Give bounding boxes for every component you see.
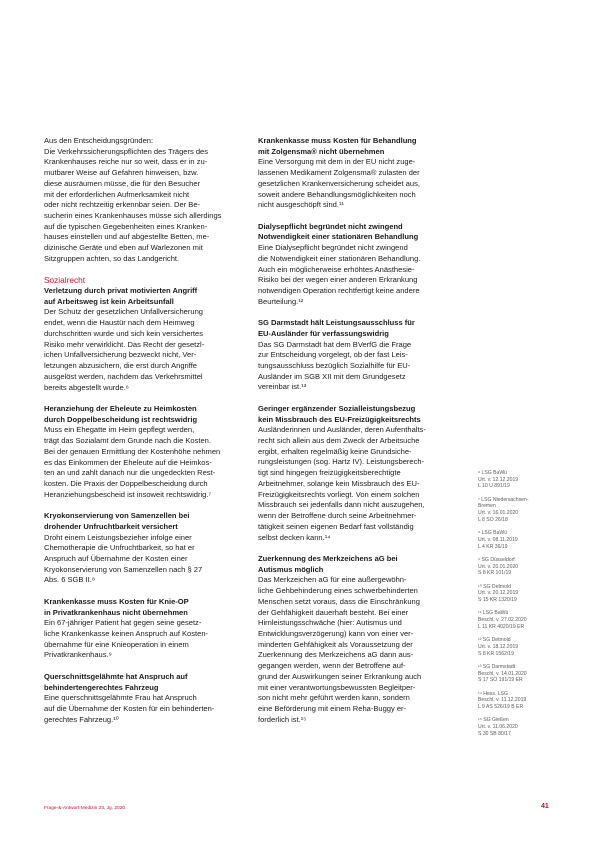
- body-text-line: nicht ausgeschöpft sind.¹¹: [258, 200, 344, 210]
- body-text-line: diese ausräumen müsse, die für den Besucher: [44, 178, 201, 188]
- body-text-line: trägt das Sozialamt dem Grunde nach die Kosten.: [44, 436, 211, 446]
- body-text-line: wenn der Betroffene durch seine Arbeitnehmer-: [258, 511, 417, 521]
- body-text-line: Die Verkehrssicherungspflichten des Trägers des: [44, 146, 209, 156]
- article: [44, 597, 240, 661]
- article-heading-line: Kryokonservierung von Samenzellen bei: [44, 511, 190, 521]
- body-text-line: selbst decken kann.¹⁴: [258, 532, 331, 542]
- sidenote-line: ¹⁴ Hess. LSG: [478, 690, 508, 697]
- body-text-line: zur Entscheidung vorgelegt, ob der fast Leis-: [258, 350, 408, 360]
- sidenote-line: Beschl. v. 11.12.2019: [478, 697, 527, 704]
- article-heading-line: in Privatkrankenhaus nicht übernehmen: [44, 607, 188, 617]
- footer: Frage-&-Antwort-Medizin 23, Jg. 2020: [44, 806, 126, 811]
- sidenote-line: L 11 KR 4020/19 ER: [478, 623, 525, 630]
- spacer: [44, 661, 240, 672]
- sidenote-line: L 9 AS 526/19 B ER: [478, 704, 524, 711]
- body-text-line: tungsausschluss bezüglich Sozialhilfe für EU-: [258, 361, 411, 371]
- article-heading-line: kein Missbrauch des EU-Freizügigkeitsrechts: [258, 414, 421, 424]
- article-heading-line: SG Darmstadt hält Leistungsausschluss für: [258, 318, 415, 328]
- body-text-line: ergibt, erhalten regelmäßig keine Grundsiche-: [258, 446, 412, 456]
- sidenote-line: ⁹ SG Düsseldorf: [478, 556, 515, 563]
- body-text-line: Abs. 6 SGB II.⁸: [44, 575, 96, 585]
- body-text-line: Das SG Darmstadt hat dem BVerfG die Frage: [258, 339, 412, 349]
- spacer: [44, 393, 240, 404]
- sidenote-line: Urt. v. 20.12.2019: [478, 590, 519, 597]
- body-text-line: durchschritten wurde und sich kein versichertes: [44, 328, 203, 338]
- sidenote-line: Urt. v. 16.01.2020: [478, 510, 519, 517]
- body-text-line: rungsleistungen (sog. Hartz IV). Leistungsberech-: [258, 457, 425, 467]
- article: [44, 275, 240, 393]
- sidenote-line: S 17 SO 191/19 ER: [478, 677, 523, 684]
- article: [258, 136, 454, 211]
- sidenote-line: ⁸ LSG BaWü: [478, 530, 508, 537]
- sidenote-line: S 8 KR 1562/19: [478, 650, 514, 657]
- body-text-line: endet, wenn die Haustür nach dem Heimweg: [44, 318, 195, 328]
- body-text-line: gerechtes Fahrzeug.¹⁰: [44, 714, 119, 724]
- body-text-line: ten an und zahlt danach nur die ungedeckten Rest-: [44, 468, 216, 478]
- sidenote-line: Urt. v. 12.12.2019: [478, 476, 519, 483]
- sidenote-line: ¹² SG Detmold: [478, 637, 511, 644]
- sidenote-line: [478, 657, 558, 664]
- sidenote-line: ¹¹ LSG BaWü: [478, 610, 509, 617]
- body-text-line: ichen Unfallversicherung bezweckt nicht, Ver-: [44, 350, 197, 360]
- body-text-line: gesetzlichen Krankenversicherung scheidet aus,: [258, 178, 420, 188]
- body-text-line: Sitzgruppen achten, so das Landgericht.: [44, 253, 180, 263]
- sidenote-line: [478, 684, 558, 691]
- sidenote-line: [478, 577, 558, 584]
- article: [44, 511, 240, 586]
- article: [258, 404, 454, 543]
- body-text-line: oder nicht rechtzeitig erkennbar seien. Der Be-: [44, 200, 201, 210]
- spacer: [44, 265, 240, 276]
- article-heading-line: Krankenkasse muss Kosten für Knie-OP: [44, 596, 189, 606]
- body-text-line: Risiko mehr verwirklicht. Das Recht der gesetzl-: [44, 339, 205, 349]
- sidenote-line: [478, 604, 558, 611]
- body-text-line: Bei der genauen Ermittlung der Kostenhöhe nehmen: [44, 446, 221, 456]
- body-text-line: Kryokonservierung von Samenzellen nach § 27: [44, 564, 203, 574]
- body-text-line: lassenen Medikament Zolgensma® zulasten der: [258, 168, 420, 178]
- sidenote-line: S 30 SB 80/17: [478, 730, 511, 737]
- body-text-line: Eine Versorgung mit dem in der EU nicht zuge-: [258, 157, 416, 167]
- article-heading-line: mit Zolgensma® nicht übernehmen: [258, 146, 385, 156]
- body-text-line: notwendigen Operation rechtfertigt keine andere: [258, 286, 420, 296]
- body-text-line: mutbarer Weise auf Gefahren hinweisen, bzw.: [44, 168, 199, 178]
- body-text-line: Krankenhauses reiche nur so weit, dass er in zu-: [44, 157, 208, 167]
- sidenote-line: L 4 KR 36/19: [478, 543, 508, 550]
- body-text-line: Der Schutz der gesetzlichen Unfallversicherung: [44, 307, 203, 317]
- body-text-line: Beurteilung.¹²: [258, 296, 304, 306]
- body-text-line: liche Gehbehinderung eines schwerbehinderten: [258, 586, 418, 596]
- body-text-line: Missbrauch sei jedenfalls dann nicht auszugehen,: [258, 500, 425, 510]
- sidenote-line: Urt. v. 18.12.2019: [478, 643, 519, 650]
- article-heading-line: auf Arbeitsweg ist kein Arbeitsunfall: [44, 296, 174, 306]
- article: [44, 136, 240, 265]
- sidenote-line: Beschl. v. 27.02.2020: [478, 617, 527, 624]
- sidenote-line: ⁶ LSG BaWü: [478, 470, 507, 476]
- body-text-line: tigt sind hingegen freizügigkeitsberechtigte: [258, 468, 401, 478]
- body-text-line: Das Merkzeichen aG für eine außergewöhn-: [258, 575, 407, 585]
- middle-column: [258, 136, 454, 725]
- sidenote-line: ¹³ SG Darmstadt: [478, 663, 516, 670]
- sidenotes: [478, 470, 558, 738]
- page-number: 41: [541, 803, 549, 810]
- body-text-line: es das Einkommen der Eheleute auf die Heimkos-: [44, 457, 212, 467]
- spacer: [44, 586, 240, 597]
- body-text-line: Privatkrankenhaus.⁹: [44, 650, 112, 660]
- body-text-line: Chemotherapie die Unfruchtbarkeit, so hat er: [44, 543, 195, 553]
- body-text-line: gegangen werden, wenn der Betroffene auf-: [258, 661, 406, 671]
- sidenote-line: L 10 U 891/19: [478, 483, 510, 490]
- article-heading-line: Notwendigkeit einer stationären Behandlung: [258, 232, 419, 242]
- body-text-line: Droht einem Leistungsbezieher infolge einer: [44, 532, 192, 542]
- article-heading-line: behindertengerechtes Fahrzeug: [44, 682, 159, 692]
- body-text-line: soweit andere Behandlungsmöglichkeiten noch: [258, 189, 416, 199]
- body-text-line: Entwicklungsverzögerung) kann von einer ver-: [258, 628, 414, 638]
- body-text-line: auf die typischen Gegebenheiten eines Kranken-: [44, 221, 208, 231]
- spacer: [258, 307, 454, 318]
- article-heading-line: Verletzung durch privat motivierten Angriff: [44, 286, 198, 296]
- body-text-line: forderlich ist.¹⁵: [258, 714, 307, 724]
- spacer: [258, 211, 454, 222]
- body-text-line: Heranziehungsbescheid ist insoweit rechtswidrig.⁷: [44, 489, 212, 499]
- sidenote-line: ⁷ LSG Niedersachsen-: [478, 496, 529, 503]
- sidenote-line: [478, 524, 558, 531]
- body-text-line: son nicht mehr geführt werden kann, sondern: [258, 693, 410, 703]
- body-text-line: mit der erforderlichen Aufmerksamkeit nicht: [44, 189, 190, 199]
- sidenote-line: Urt. v. 08.11.2019: [478, 536, 518, 543]
- body-text-line: Menschen setzt voraus, dass die Einschränkung: [258, 596, 420, 606]
- section-label: Sozialrecht: [44, 275, 86, 286]
- sidenote-line: [478, 631, 558, 638]
- article-heading-line: Autismus möglich: [258, 564, 324, 574]
- body-text-line: auf die Übernahme der Kosten für ein behinderten-: [44, 703, 215, 713]
- body-text-line: übernahme für eine Knieoperation in einem: [44, 639, 189, 649]
- article-heading-line: Zuerkennung des Merkzeichens aG bei: [258, 553, 398, 563]
- article: [44, 672, 240, 726]
- spacer: [258, 393, 454, 404]
- body-text-line: grund der Auswirkungen seiner Erkrankung auch: [258, 671, 422, 681]
- left-column: [44, 136, 240, 725]
- sidenote-line: Beschl. v. 14.01.2020: [478, 670, 527, 677]
- body-text-line: Ausländer im SGB XII mit dem Grundgesetz: [258, 371, 406, 381]
- article-heading-line: drohender Unfruchtbarkeit versichert: [44, 521, 178, 531]
- body-text-line: Aus den Entscheidungsgründen:: [44, 136, 154, 145]
- body-text-line: Arbeitnehmer, solange kein Missbrauch des EU-: [258, 478, 420, 488]
- body-text-line: eine Beförderung mit einem Reha-Buggy er-: [258, 703, 407, 713]
- article: [258, 554, 454, 726]
- sidenote-line: S 15 KR 1320/19: [478, 597, 517, 604]
- article: [44, 404, 240, 500]
- body-text-line: recht sich allein aus dem Zweck der Arbeitsuche: [258, 436, 420, 446]
- body-text-line: ausgelöst werden, nachdem das Verkehrsmittel: [44, 371, 203, 381]
- body-text-line: Ausländerinnen und Ausländer, deren Aufenthalts-: [258, 425, 426, 435]
- body-text-line: sucherin eines Krankenhauses müsse sich allerdings: [44, 211, 222, 221]
- sidenote-line: [478, 490, 558, 497]
- body-text-line: Freizügigkeitsrechts vorliegt. Von einem solchen: [258, 489, 420, 499]
- sidenote-line: S 8 KR 101/19: [478, 570, 512, 577]
- body-text-line: bereits abgestellt wurde.⁶: [44, 382, 129, 392]
- article-heading-line: durch Doppelbescheidung ist rechtswidrig: [44, 414, 198, 424]
- body-text-line: mit einer verantwortungsbewussten Begleitper-: [258, 682, 416, 692]
- spacer: [258, 543, 454, 554]
- sidenote-line: Urt. v. 11.06.2020: [478, 724, 518, 731]
- body-text-line: Hirnleistungsschwäche (hier: Autismus und: [258, 618, 402, 628]
- body-text-line: hauses einstellen und auf abgestellte Betten, me-: [44, 232, 210, 242]
- sidenote-line: L 8 SO 26/18: [478, 516, 508, 523]
- sidenote-line: ¹⁵ SG Gießen: [478, 717, 509, 724]
- sidenote-line: Urt. v. 20.01.2020: [478, 563, 519, 570]
- sidenote-line: [478, 550, 558, 557]
- body-text-line: tätigkeit seinen eigenen Bedarf fast vollständig: [258, 521, 414, 531]
- spacer: [44, 500, 240, 511]
- article-heading-line: Dialysepflicht begründet nicht zwingend: [258, 221, 403, 231]
- article-heading-line: Geringer ergänzender Sozialleistungsbezug: [258, 403, 416, 413]
- body-text-line: letzungen abzusichern, die erst durch Angriffe: [44, 361, 197, 371]
- body-text-line: dizinische Geräte und eben auf Warlezonen mit: [44, 243, 203, 253]
- body-text-line: Eine querschnittsgelähmte Frau hat Anspruch: [44, 693, 197, 703]
- body-text-line: vereinbar ist.¹³: [258, 382, 307, 392]
- body-text-line: Auch ein möglicherweise erhöhtes Anästhesie-: [258, 264, 415, 274]
- body-text-line: Risiko bei der wegen einer anderen Erkrankung: [258, 275, 418, 285]
- article-heading-line: Heranziehung der Eheleute zu Heimkosten: [44, 403, 197, 413]
- body-text-line: Eine Dialysepflicht begründet nicht zwingend: [258, 243, 408, 253]
- body-text-line: der Gehfähigkeit dauerhaft besteht. Bei einer: [258, 607, 409, 617]
- body-text-line: Muss ein Ehegatte im Heim gepflegt werden,: [44, 425, 195, 435]
- body-text-line: liche Krankenkasse keinen Anspruch auf Kosten-: [44, 628, 209, 638]
- body-text-line: Anspruch auf Übernahme der Kosten einer: [44, 553, 188, 563]
- sidenote-line: ¹⁰ SG Detmold: [478, 583, 511, 590]
- article: [258, 318, 454, 393]
- body-text-line: minderten Gehfähigkeit als Voraussetzung der: [258, 639, 413, 649]
- sidenote-line: Bremen: [478, 503, 496, 510]
- article-heading-line: EU-Ausländer für verfassungswidrig: [258, 328, 389, 338]
- sidenote-line: [478, 711, 558, 718]
- article: [258, 222, 454, 308]
- body-text-line: Zuerkennung des Merkzeichens aG dann aus-: [258, 650, 414, 660]
- article-heading-line: Querschnittsgelähmte hat Anspruch auf: [44, 671, 188, 681]
- body-text-line: kosten. Die Praxis der Doppelbescheidung durch: [44, 478, 208, 488]
- body-text-line: Ein 67-jähriger Patient hat gegen seine gesetz-: [44, 618, 202, 628]
- article-heading-line: Krankenkasse muss Kosten für Behandlung: [258, 136, 417, 145]
- body-text-line: die Notwendigkeit einer stationären Behandlung.: [258, 253, 421, 263]
